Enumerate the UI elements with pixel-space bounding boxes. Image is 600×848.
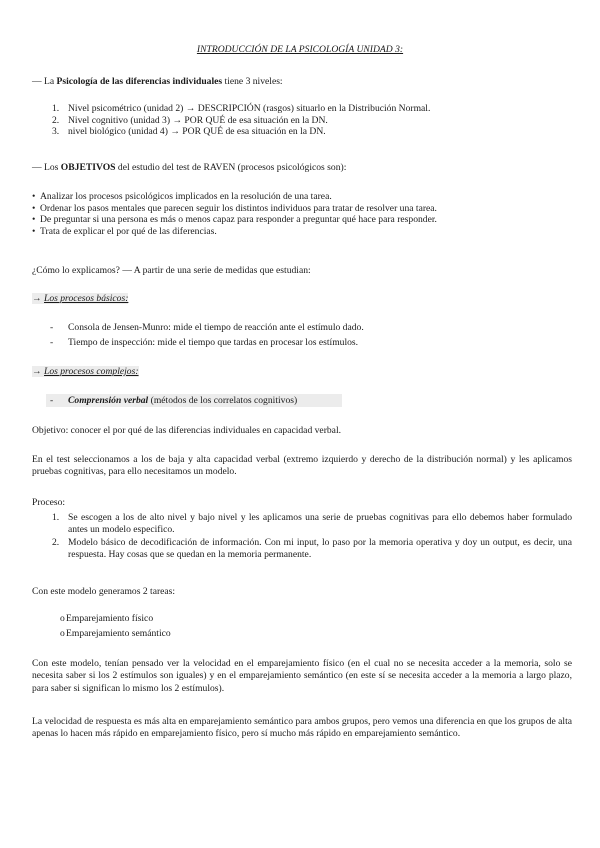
process-list — [32, 512, 572, 560]
tasks-label: Con este modelo generamos 2 tareas: — [32, 586, 176, 597]
verbal-bold: Comprensión verbal — [68, 395, 149, 406]
objectives-prefix: — Los — [32, 162, 61, 173]
test-paragraph: En el test seleccionamos a los de baja y alta capacidad verbal (extremo izquierdo y derecho de la distribución normal) y les aplicamos pruebas cognitivas, para ello necesitamos un modelo. — [32, 454, 572, 477]
list-item — [32, 226, 572, 238]
list-item — [32, 537, 572, 560]
arrow-icon: → — [32, 366, 44, 377]
speed-paragraph: La velocidad de respuesta es más alta en emparejamiento semántico para ambos grupos, pero vemos una diferencia en que los grupos de alta apenas lo hacen más rápido en emparejamiento físico, pero sí mucho más rápido en emparejamiento semántico. — [32, 716, 572, 740]
item-number: 1. — [52, 103, 60, 114]
circle-bullet-icon: o — [60, 613, 65, 624]
item-text: Trata de explicar el por qué de las diferencias. — [40, 225, 217, 237]
model-paragraph: Con este modelo, tenían pensado ver la velocidad en el emparejamiento físico (en el cual no se necesita acceder a la memoria, solo se necesita saber si los 2 estímulos son iguales) y en el emparejamiento semántico (en este sí se necesita acceder a la memoria a largo plazo, para saber si significan lo mismo los 2 estímulos). — [32, 658, 572, 694]
item-text: Modelo básico de decodificación de información. Con mi input, lo paso por la memoria operativa y doy un output, es decir, una respuesta. Hay cosas que se quedan en la memoria permanente. — [68, 537, 572, 560]
list-item — [32, 191, 572, 203]
list-item — [32, 512, 572, 535]
item-text: Nivel psicométrico (unidad 2) → DESCRIPCIÓN (rasgos) situarlo en la Distribución Normal. — [68, 103, 431, 114]
bullet-icon: • — [32, 225, 36, 237]
intro-bold: Psicología de las diferencias individuales — [56, 76, 223, 87]
list-item — [32, 613, 572, 625]
objectives-bold: OBJETIVOS — [60, 162, 116, 173]
item-text: Emparejamiento físico — [66, 613, 154, 624]
dash-icon: - — [50, 395, 54, 406]
page-title: INTRODUCCIÓN DE LA PSICOLOGÍA UNIDAD 3: — [196, 44, 404, 55]
item-text: nivel biológico (unidad 4) → POR QUÉ de esa situación en la DN. — [68, 126, 326, 137]
list-item — [32, 214, 572, 226]
verbal-text — [68, 395, 297, 406]
item-text: Tiempo de inspección: mide el tiempo que tardas en procesar los estímulos. — [68, 336, 359, 348]
list-item — [32, 322, 572, 334]
item-text: Se escogen a los de alto nivel y bajo nivel y les aplicamos una serie de pruebas cognitivas para ello debemos haber formulado antes un modelo especifico. — [68, 512, 572, 535]
circle-bullet-icon: o — [60, 627, 65, 639]
item-number: 1. — [52, 512, 60, 523]
objective-line: Objetivo: conocer el por qué de las diferencias individuales en capacidad verbal. — [32, 425, 342, 436]
objectives-line — [32, 162, 572, 174]
list-item — [32, 337, 572, 349]
bullet-icon: • — [32, 191, 36, 202]
item-text: Emparejamiento semántico — [66, 627, 171, 639]
list-item — [32, 628, 572, 640]
process-label: Proceso: — [32, 497, 66, 508]
dash-icon: - — [50, 336, 54, 348]
list-item — [32, 103, 572, 115]
bullet-icon: • — [32, 214, 36, 225]
basic-list — [32, 322, 572, 348]
intro-line — [32, 76, 572, 88]
basic-heading-highlight — [32, 293, 128, 304]
item-text: Ordenar los pasos mentales que parecen seguir los distintos individuos para tratar de resolver una tarea. — [40, 202, 437, 214]
bullet-icon: • — [32, 202, 36, 214]
complex-heading-label: Los procesos complejos: — [44, 366, 139, 377]
levels-list — [32, 103, 572, 138]
list-item — [32, 115, 572, 127]
dash-icon: - — [50, 322, 54, 333]
intro-prefix: — La — [32, 76, 57, 87]
complex-list — [32, 395, 572, 407]
item-number: 3. — [52, 126, 60, 137]
basic-heading — [32, 293, 572, 305]
intro-suffix: tiene 3 niveles: — [222, 76, 283, 87]
item-number: 2. — [52, 537, 60, 548]
objectives-list — [32, 191, 572, 237]
arrow-icon: → — [32, 293, 44, 304]
complex-heading — [32, 366, 572, 378]
item-number: 2. — [52, 114, 60, 126]
list-item — [32, 126, 572, 138]
item-text: De preguntar si una persona es más o menos capaz para responder a preguntar qué hace para responder. — [40, 214, 437, 225]
item-text: Analizar los procesos psicológicos implicados en la resolución de una tarea. — [40, 191, 332, 202]
item-text: Nivel cognitivo (unidad 3) → POR QUÉ de esa situación en la DN. — [68, 114, 328, 126]
item-text: Consola de Jensen-Munro: mide el tiempo de reacción ante el estímulo dado. — [68, 322, 364, 333]
list-item — [32, 395, 572, 407]
tasks-list — [32, 613, 572, 639]
objectives-suffix: del estudio del test de RAVEN (procesos psicológicos son): — [115, 162, 347, 173]
basic-heading-label: Los procesos básicos: — [44, 293, 129, 304]
verbal-rest: (métodos de los correlatos cognitivos) — [148, 395, 298, 406]
list-item — [32, 203, 572, 215]
how-question: ¿Cómo lo explicamos? — A partir de una serie de medidas que estudian: — [32, 265, 311, 276]
complex-heading-highlight — [32, 366, 139, 377]
